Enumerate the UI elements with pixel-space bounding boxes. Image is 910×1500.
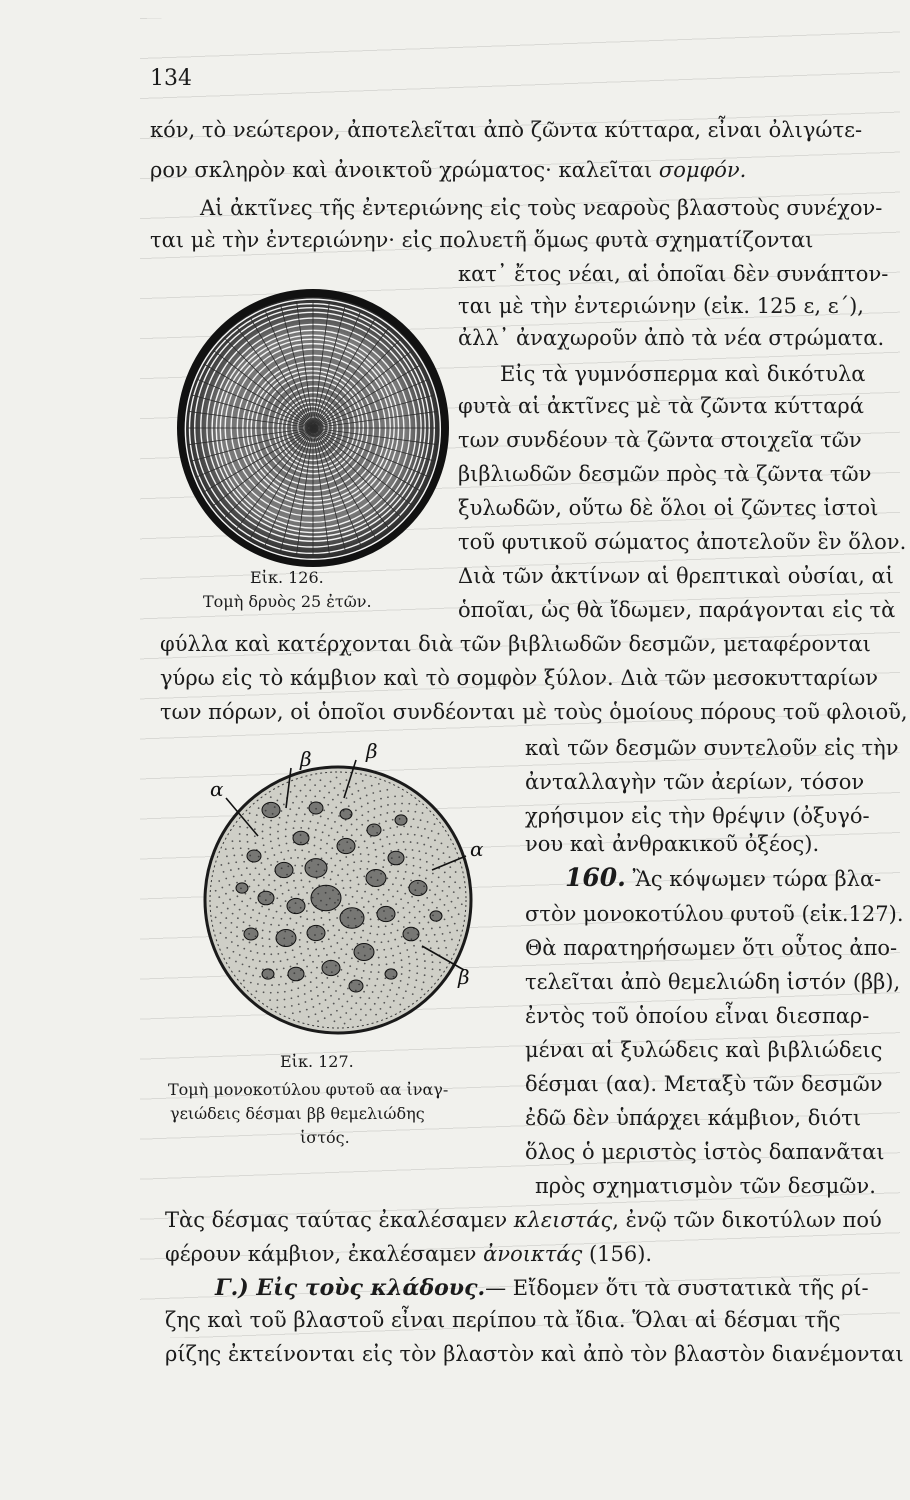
text-line: [458, 462, 871, 486]
text-line: [458, 294, 864, 318]
text-line-content: γύρω εἰς τὸ κάμβιον καὶ τὸ σομφὸν ξύλον. Διὰ τῶν μεσοκυτταρίων: [160, 666, 879, 690]
text-line-content: ἀνταλλαγὴν τῶν ἀερίων, τόσον: [525, 770, 865, 794]
text-line-content: τοῦ φυτικοῦ σώματος ἀποτελοῦν ἓν ὅλον.: [458, 530, 907, 554]
text-line-content: Διὰ τῶν ἀκτίνων αἱ θρεπτικαὶ οὐσίαι, αἱ: [458, 564, 894, 588]
text-line: [165, 1342, 904, 1366]
text-line-content: ται μὲ τὴν ἐντεριώνην (εἰκ. 125 ε, ε΄),: [458, 294, 864, 318]
text-line-content: πρὸς σχηματισμὸν τῶν δεσμῶν.: [535, 1174, 876, 1198]
text-line: [535, 1174, 876, 1198]
text-line: [525, 1106, 861, 1130]
text-line-content: Θὰ παρατηρήσωμεν ὅτι οὗτος ἀπο-: [525, 936, 898, 960]
figure-127-number: Εἰκ. 127.: [280, 1052, 354, 1071]
text-line: [165, 1308, 841, 1332]
text-line: [525, 832, 819, 856]
section-g-line: [215, 1276, 869, 1300]
text-line: [525, 736, 899, 760]
label-alpha-2: α: [470, 837, 484, 861]
page-number: 134: [150, 66, 192, 91]
text-line: [458, 428, 862, 452]
text-line: [160, 632, 871, 656]
label-beta-1: β: [300, 747, 312, 771]
text-line: [500, 362, 865, 386]
text-line-content: βιβλιωδῶν δεσμῶν πρὸς τὰ ζῶντα τῶν: [458, 462, 872, 486]
text-line-content: φέρουν κάμβιον, ἐκαλέσαμεν: [165, 1242, 484, 1266]
text-line-content: Ἂς κόψωμεν τώρα βλα-: [632, 867, 882, 891]
text-line: [150, 158, 746, 182]
text-line-content: των συνδέουν τὰ ζῶντα στοιχεῖα τῶν: [458, 428, 862, 452]
text-line-content: — Εἴδομεν ὅτι τὰ συστατικὰ τῆς ρί-: [485, 1276, 869, 1300]
text-line-content: καὶ τῶν δεσμῶν συντελοῦν εἰς τὴν: [525, 736, 899, 760]
term-somfon: σομφόν.: [658, 158, 747, 182]
text-line-content: Τὰς δέσμας ταύτας ἐκαλέσαμεν: [165, 1208, 514, 1232]
figure-126-number: Εἰκ. 126.: [250, 568, 324, 587]
text-line: [160, 666, 878, 690]
text-line-content: Εἰς τὰ γυμνόσπερμα καὶ δικότυλα: [500, 362, 866, 386]
text-line: [458, 564, 894, 588]
term-anoiktas: ἀνοικτάς: [483, 1242, 583, 1266]
text-line-content: ὅλος ὁ μεριστὸς ἱστὸς δαπανᾶται: [525, 1140, 885, 1164]
oak-cross-section-figure: [168, 283, 458, 573]
text-line-content: ὁποῖαι, ὡς θὰ ἴδωμεν, παράγονται εἰς τὰ: [458, 598, 896, 622]
text-line-content: Αἱ ἀκτῖνες τῆς ἐντεριώνης εἰς τοὺς νεαροὺς βλαστοὺς συνέχον-: [200, 196, 883, 220]
text-line: [525, 902, 904, 926]
figure-127-caption-line-3: ἱστός.: [300, 1128, 350, 1147]
label-beta-3: β: [458, 965, 470, 989]
monocot-stem-section-figure: [196, 738, 491, 1038]
text-line: [525, 936, 897, 960]
text-line: [525, 1038, 882, 1062]
text-line-content: νου καὶ ἀνθρακικοῦ ὀξέος).: [525, 832, 820, 856]
text-line: [150, 118, 862, 142]
text-line-content: δέσμαι (αα). Μεταξὺ τῶν δεσμῶν: [525, 1072, 883, 1096]
figure-127-caption-line-2: γειώδεις δέσμαι ββ θεμελιώδης: [170, 1104, 425, 1123]
text-line-content: κατ᾽ ἔτος νέαι, αἱ ὁποῖαι δὲν συνάπτον-: [458, 262, 889, 286]
text-line-content: ζης καὶ τοῦ βλαστοῦ εἶναι περίπου τὰ ἴδια. Ὅλαι αἱ δέσμαι τῆς: [165, 1308, 841, 1332]
text-line: [525, 1140, 885, 1164]
text-line-content: ξυλωδῶν, οὕτω δὲ ὅλοι οἱ ζῶντες ἱστοὶ: [458, 496, 879, 520]
text-line: [458, 394, 864, 418]
text-line-content: φύλλα καὶ κατέρχονται διὰ τῶν βιβλιωδῶν δεσμῶν, μεταφέρονται: [160, 632, 871, 656]
text-line-content: των πόρων, οἱ ὁποῖοι συνδέονται μὲ τοὺς ὁμοίους πόρους τοῦ φλοιοῦ,: [160, 700, 908, 724]
text-line: [150, 228, 813, 252]
text-line: [458, 326, 884, 350]
text-line: [458, 262, 888, 286]
text-line: [525, 1072, 882, 1096]
text-line: [200, 196, 882, 220]
text-line-content: ἀλλ᾽ ἀναχωροῦν ἀπὸ τὰ νέα στρώματα.: [458, 326, 885, 350]
text-line: [525, 1004, 869, 1028]
text-line: [525, 804, 870, 828]
text-line-content: ρίζης ἐκτείνονται εἰς τὸν βλαστὸν καὶ ἀπὸ τὸν βλαστὸν διανέμονται: [165, 1342, 904, 1366]
figure-126-caption: Τομὴ δρυὸς 25 ἐτῶν.: [203, 592, 372, 611]
label-beta-2: β: [366, 739, 378, 763]
text-line-content: (156).: [582, 1242, 653, 1266]
section-160-line: [565, 863, 882, 892]
text-line-content: κόν, τὸ νεώτερον, ἀποτελεῖται ἀπὸ ζῶντα κύτταρα, εἶναι ὀλιγώτε-: [150, 118, 863, 142]
text-line: [160, 700, 908, 724]
text-line: [458, 598, 895, 622]
text-line-content: στὸν μονοκοτύλου φυτοῦ (εἰκ.127).: [525, 902, 904, 926]
text-line: [165, 1208, 882, 1232]
section-number-160: 160.: [565, 863, 626, 892]
text-line-content: μέναι αἱ ξυλώδεις καὶ βιβλιώδεις: [525, 1038, 883, 1062]
text-line-content: ἐδῶ δὲν ὑπάρχει κάμβιον, διότι: [525, 1106, 862, 1130]
text-line: [165, 1242, 652, 1266]
text-line-content: ἐντὸς τοῦ ὁποίου εἶναι διεσπαρ-: [525, 1004, 870, 1028]
text-line: [525, 970, 900, 994]
text-line: [458, 496, 878, 520]
label-alpha-1: α: [210, 777, 224, 801]
text-line-content: φυτὰ αἱ ἀκτῖνες μὲ τὰ ζῶντα κύτταρά: [458, 394, 864, 418]
figure-127-caption-line-1: Τομὴ μονοκοτύλου φυτοῦ αα ἰναγ-: [168, 1080, 449, 1099]
text-line-content: ται μὲ τὴν ἐντεριώνην· εἰς πολυετῆ ὅμως φυτὰ σχηματίζονται: [150, 228, 814, 252]
term-kleistas: κλειστάς: [513, 1208, 613, 1232]
text-line-content: χρήσιμον εἰς τὴν θρέψιν (ὀξυγό-: [525, 804, 870, 828]
text-line-content: , ἐνῷ τῶν δικοτύλων πού: [612, 1208, 882, 1232]
text-line-content: ρον σκληρὸν καὶ ἀνοικτοῦ χρώματος· καλεῖται: [150, 158, 659, 182]
text-line: [458, 530, 906, 554]
text-line-content: τελεῖται ἀπὸ θεμελιώδη ἱστόν (ββ),: [525, 970, 901, 994]
text-line: [525, 770, 864, 794]
section-heading-klados: Γ.) Εἰς τοὺς κλάδους.: [215, 1275, 486, 1301]
